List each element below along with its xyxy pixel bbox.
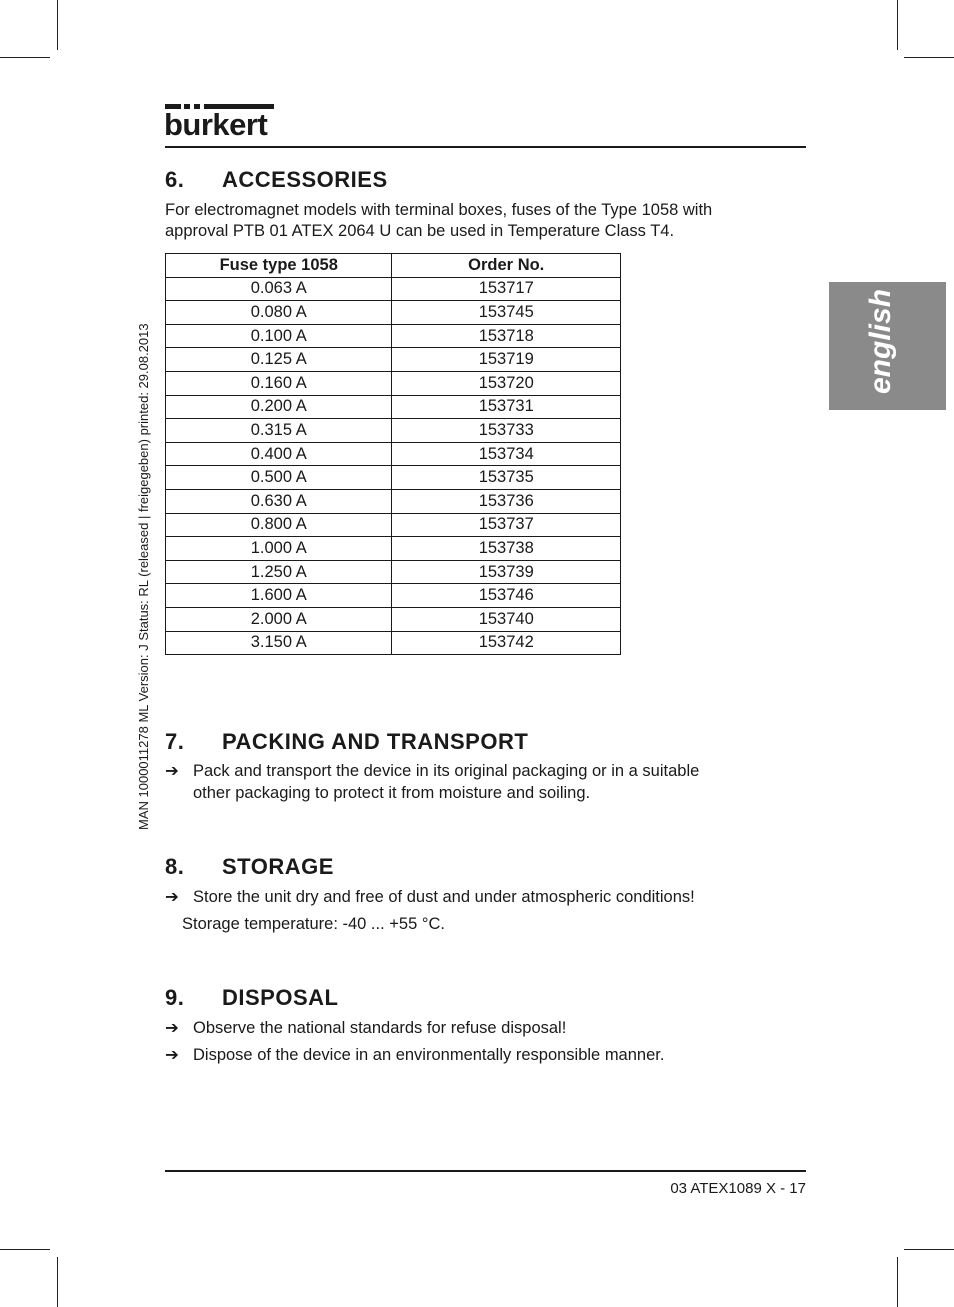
disposal-instruction (165, 1044, 765, 1066)
instruction-line: Dispose of the device in an environmentally responsible manner. (193, 1046, 665, 1064)
column-header: Order No. (392, 254, 621, 278)
order-no-cell: 153746 (392, 584, 621, 608)
section-title: PACKING AND TRANSPORT (222, 729, 529, 754)
section-number: 7. (165, 729, 185, 754)
section-heading-packing (165, 729, 528, 755)
fuse-type-cell: 2.000 A (166, 607, 392, 631)
fuse-type-cell: 1.250 A (166, 560, 392, 584)
order-no-cell: 153731 (392, 395, 621, 419)
fuse-table (165, 253, 621, 655)
table-row (166, 395, 621, 419)
crop-mark (897, 0, 898, 50)
section-number: 8. (165, 854, 185, 879)
order-no-cell: 153719 (392, 348, 621, 372)
arrow-icon: ➔ (165, 762, 179, 780)
crop-mark (0, 57, 50, 58)
fuse-type-cell: 1.000 A (166, 537, 392, 561)
column-header: Fuse type 1058 (166, 254, 392, 278)
intro-line: For electromagnet models with terminal boxes, fuses of the Type 1058 with (165, 201, 713, 219)
section-number: 6. (165, 167, 185, 192)
arrow-icon: ➔ (165, 1046, 179, 1064)
crop-mark (0, 1249, 50, 1250)
fuse-type-cell: 1.600 A (166, 584, 392, 608)
order-no-cell: 153745 (392, 301, 621, 325)
document-status-text: MAN 1000011278 ML Version: J Status: RL (released | freigegeben) printed: 29.08.2013 (136, 323, 151, 830)
section-title: ACCESSORIES (222, 167, 388, 192)
table-row (166, 513, 621, 537)
order-no-cell: 153742 (392, 631, 621, 655)
page-reference: 03 ATEX1089 X - 17 (670, 1180, 806, 1197)
section-title: DISPOSAL (222, 985, 339, 1010)
fuse-type-cell: 0.500 A (166, 466, 392, 490)
table-row (166, 371, 621, 395)
intro-line: approval PTB 01 ATEX 2064 U can be used in Temperature Class T4. (165, 222, 675, 240)
disposal-instruction (165, 1017, 765, 1039)
arrow-icon: ➔ (165, 888, 179, 906)
brand-logo (164, 104, 276, 144)
section-heading-storage (165, 854, 334, 880)
table-row (166, 607, 621, 631)
fuse-type-cell: 0.400 A (166, 442, 392, 466)
crop-mark (57, 0, 58, 50)
instruction-line: Observe the national standards for refuse disposal! (193, 1019, 567, 1037)
crop-mark (904, 1249, 954, 1250)
order-no-cell: 153734 (392, 442, 621, 466)
table-header-row (166, 254, 621, 278)
crop-mark (57, 1257, 58, 1307)
header-rule (165, 146, 806, 148)
section-number: 9. (165, 985, 185, 1010)
table-row (166, 584, 621, 608)
section-title: STORAGE (222, 854, 334, 879)
fuse-type-cell: 0.125 A (166, 348, 392, 372)
table-row (166, 631, 621, 655)
table-row (166, 560, 621, 584)
language-tab (829, 282, 946, 410)
order-no-cell: 153737 (392, 513, 621, 537)
fuse-type-cell: 0.630 A (166, 489, 392, 513)
order-no-cell: 153740 (392, 607, 621, 631)
table-row (166, 489, 621, 513)
fuse-type-cell: 0.800 A (166, 513, 392, 537)
storage-temperature: Storage temperature: -40 ... +55 °C. (182, 915, 445, 933)
order-no-cell: 153720 (392, 371, 621, 395)
order-no-cell: 153717 (392, 277, 621, 301)
order-no-cell: 153735 (392, 466, 621, 490)
section-heading-accessories (165, 167, 388, 193)
fuse-type-cell: 0.063 A (166, 277, 392, 301)
footer-rule (165, 1170, 806, 1172)
instruction-line: Store the unit dry and free of dust and under atmospheric conditions! (193, 888, 695, 906)
table-row (166, 277, 621, 301)
section-heading-disposal (165, 985, 338, 1011)
fuse-type-cell: 0.200 A (166, 395, 392, 419)
table-row (166, 466, 621, 490)
table-row (166, 324, 621, 348)
order-no-cell: 153718 (392, 324, 621, 348)
logo-text: burkert (164, 107, 268, 142)
table-row (166, 442, 621, 466)
order-no-cell: 153736 (392, 489, 621, 513)
language-tab-label: english (864, 288, 897, 394)
crop-mark (897, 1257, 898, 1307)
instruction-line: Pack and transport the device in its original packaging or in a suitable (193, 762, 700, 780)
order-no-cell: 153733 (392, 419, 621, 443)
order-no-cell: 153738 (392, 537, 621, 561)
fuse-type-cell: 0.100 A (166, 324, 392, 348)
instruction-line: other packaging to protect it from moisture and soiling. (193, 784, 591, 802)
arrow-icon: ➔ (165, 1019, 179, 1037)
fuse-type-cell: 0.160 A (166, 371, 392, 395)
crop-mark (904, 57, 954, 58)
table-row (166, 348, 621, 372)
fuse-type-cell: 0.080 A (166, 301, 392, 325)
fuse-type-cell: 3.150 A (166, 631, 392, 655)
table-row (166, 537, 621, 561)
order-no-cell: 153739 (392, 560, 621, 584)
fuse-type-cell: 0.315 A (166, 419, 392, 443)
table-row (166, 301, 621, 325)
accessories-intro (165, 200, 755, 242)
packing-instruction (165, 760, 765, 804)
table-row (166, 419, 621, 443)
storage-instruction (165, 886, 765, 908)
